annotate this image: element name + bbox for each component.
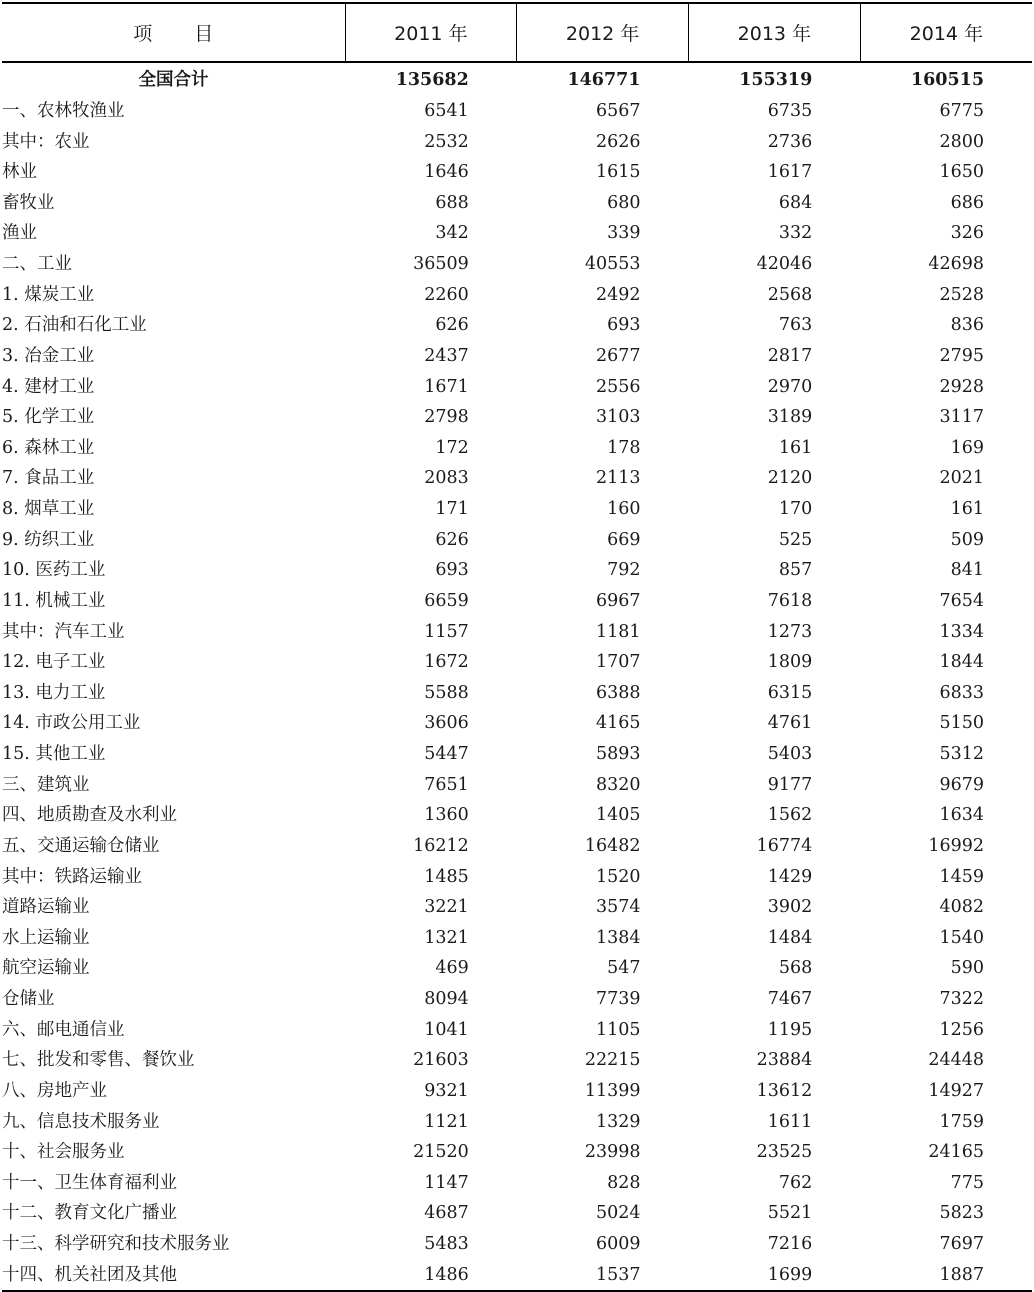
cell-value: 686 bbox=[950, 192, 984, 213]
table-row bbox=[2, 188, 1032, 219]
cell-value: 1484 bbox=[767, 927, 813, 948]
table-row bbox=[2, 402, 1032, 433]
table-row bbox=[2, 218, 1032, 249]
row-label: 3. 冶金工业 bbox=[2, 345, 95, 366]
cell-value: 9321 bbox=[424, 1080, 469, 1101]
data-table bbox=[2, 2, 1032, 1292]
cell-value: 1147 bbox=[424, 1172, 469, 1193]
cell-value: 7618 bbox=[767, 590, 813, 611]
cell-value: 5483 bbox=[424, 1234, 469, 1255]
row-label: 水上运输业 bbox=[2, 927, 90, 948]
cell-value: 5521 bbox=[767, 1203, 813, 1224]
cell-value: 9177 bbox=[767, 774, 813, 795]
table-row bbox=[2, 341, 1032, 372]
row-label: 畜牧业 bbox=[2, 192, 55, 213]
cell-value: 2626 bbox=[595, 131, 641, 152]
table-row bbox=[2, 1106, 1032, 1137]
cell-value: 13612 bbox=[756, 1080, 813, 1101]
row-label: 全国合计 bbox=[138, 70, 209, 91]
cell-value: 841 bbox=[950, 560, 984, 581]
cell-value: 1520 bbox=[595, 866, 641, 887]
table-row bbox=[2, 524, 1032, 555]
table-row bbox=[2, 1229, 1032, 1260]
cell-value: 626 bbox=[435, 315, 469, 336]
cell-value: 6009 bbox=[595, 1234, 641, 1255]
row-label: 其中：铁路运输业 bbox=[2, 866, 142, 887]
row-label: 其中：汽车工业 bbox=[2, 621, 125, 642]
table-row bbox=[2, 892, 1032, 923]
table-row bbox=[2, 96, 1032, 127]
cell-value: 2928 bbox=[939, 376, 984, 397]
cell-value: 509 bbox=[950, 529, 984, 550]
cell-value: 1707 bbox=[595, 652, 641, 673]
cell-value: 2568 bbox=[767, 284, 813, 305]
cell-value: 857 bbox=[778, 560, 813, 581]
cell-value: 4165 bbox=[595, 713, 641, 734]
cell-value: 4082 bbox=[939, 897, 984, 918]
table-row bbox=[2, 861, 1032, 892]
row-label: 四、地质勘查及水利业 bbox=[2, 805, 177, 826]
cell-value: 1615 bbox=[595, 162, 641, 183]
row-label: 八、房地产业 bbox=[2, 1080, 107, 1101]
row-label: 十四、机关社团及其他 bbox=[2, 1259, 345, 1291]
row-label: 15. 其他工业 bbox=[2, 744, 106, 765]
cell-value: 590 bbox=[950, 958, 984, 979]
cell-value: 693 bbox=[607, 315, 641, 336]
cell-value: 2736 bbox=[767, 131, 813, 152]
row-label: 9. 纺织工业 bbox=[2, 529, 95, 550]
cell-value: 1634 bbox=[939, 805, 984, 826]
cell-value: 693 bbox=[435, 560, 469, 581]
cell-value: 21603 bbox=[413, 1050, 469, 1071]
cell-value: 1429 bbox=[767, 866, 813, 887]
cell-value: 3902 bbox=[767, 897, 813, 918]
table-row bbox=[2, 647, 1032, 678]
row-label: 十、社会服务业 bbox=[2, 1142, 125, 1163]
row-label: 十三、科学研究和技术服务业 bbox=[2, 1234, 230, 1255]
cell-value: 2798 bbox=[424, 407, 469, 428]
cell-value: 23998 bbox=[584, 1142, 641, 1163]
row-label: 14. 市政公用工业 bbox=[2, 713, 141, 734]
cell-value: 684 bbox=[778, 192, 813, 213]
cell-value: 1759 bbox=[939, 1111, 984, 1132]
cell-value: 171 bbox=[435, 499, 469, 520]
cell-value: 626 bbox=[435, 529, 469, 550]
cell-value: 3103 bbox=[595, 407, 641, 428]
cell-value: 1195 bbox=[767, 1019, 813, 1040]
cell-value: 6567 bbox=[595, 100, 641, 121]
header-row bbox=[2, 3, 1032, 62]
table-row bbox=[2, 126, 1032, 157]
table-row bbox=[2, 678, 1032, 709]
table-row bbox=[2, 249, 1032, 280]
row-label: 5. 化学工业 bbox=[2, 407, 95, 428]
row-label: 七、批发和零售、餐饮业 bbox=[2, 1050, 195, 1071]
cell-value: 1562 bbox=[767, 805, 813, 826]
header-year-2013: 2013 年 bbox=[689, 3, 861, 62]
cell-value: 2437 bbox=[424, 345, 469, 366]
table-row bbox=[2, 586, 1032, 617]
cell-value: 3189 bbox=[767, 407, 813, 428]
cell-value: 1121 bbox=[424, 1111, 469, 1132]
cell-value: 680 bbox=[607, 192, 641, 213]
row-label: 渔业 bbox=[2, 223, 37, 244]
table-row bbox=[2, 1014, 1032, 1045]
row-label: 十二、教育文化广播业 bbox=[2, 1203, 177, 1224]
cell-value: 161 bbox=[778, 437, 813, 458]
table-row bbox=[2, 708, 1032, 739]
table-row bbox=[2, 1259, 1032, 1291]
cell-value: 1321 bbox=[424, 927, 469, 948]
cell-value: 3117 bbox=[939, 407, 984, 428]
table-row bbox=[2, 494, 1032, 525]
table-row bbox=[2, 463, 1032, 494]
cell-value: 5893 bbox=[595, 744, 641, 765]
table-row bbox=[2, 371, 1032, 402]
cell-value: 2677 bbox=[595, 345, 641, 366]
cell-value: 6659 bbox=[424, 590, 469, 611]
table-row bbox=[2, 279, 1032, 310]
cell-value: 2260 bbox=[424, 284, 469, 305]
cell-value: 6775 bbox=[939, 100, 984, 121]
cell-value: 1485 bbox=[424, 866, 469, 887]
cell-value: 5823 bbox=[939, 1203, 984, 1224]
cell-value: 16774 bbox=[756, 835, 813, 856]
row-label: 五、交通运输仓储业 bbox=[2, 835, 160, 856]
cell-value: 792 bbox=[607, 560, 641, 581]
row-label: 1. 煤炭工业 bbox=[2, 284, 95, 305]
table-row bbox=[2, 984, 1032, 1015]
cell-value: 2556 bbox=[595, 376, 641, 397]
cell-value: 1334 bbox=[939, 621, 984, 642]
cell-value: 339 bbox=[607, 223, 641, 244]
cell-value: 6735 bbox=[767, 100, 813, 121]
cell-value: 2528 bbox=[939, 284, 984, 305]
cell-value: 2083 bbox=[424, 468, 469, 489]
cell-value: 160515 bbox=[910, 70, 984, 91]
cell-value: 828 bbox=[607, 1172, 641, 1193]
cell-value: 24448 bbox=[928, 1050, 984, 1071]
table-row bbox=[2, 1168, 1032, 1199]
cell-value: 7697 bbox=[939, 1234, 984, 1255]
cell-value: 7654 bbox=[939, 590, 984, 611]
row-label: 一、农林牧渔业 bbox=[2, 100, 125, 121]
cell-value: 2800 bbox=[939, 131, 984, 152]
row-label: 12. 电子工业 bbox=[2, 652, 106, 673]
row-label: 8. 烟草工业 bbox=[2, 499, 95, 520]
cell-value: 9679 bbox=[939, 774, 984, 795]
cell-value: 1384 bbox=[595, 927, 641, 948]
cell-value: 6833 bbox=[939, 682, 984, 703]
cell-value: 1809 bbox=[767, 652, 813, 673]
cell-value: 24165 bbox=[928, 1142, 984, 1163]
table-header bbox=[2, 3, 1032, 62]
cell-value: 4761 bbox=[767, 713, 813, 734]
cell-value: 1537 bbox=[517, 1259, 689, 1291]
cell-value: 1671 bbox=[424, 376, 469, 397]
cell-value: 326 bbox=[950, 223, 984, 244]
cell-value: 775 bbox=[950, 1172, 984, 1193]
cell-value: 169 bbox=[950, 437, 984, 458]
table-row bbox=[2, 1137, 1032, 1168]
cell-value: 1617 bbox=[767, 162, 813, 183]
cell-value: 762 bbox=[778, 1172, 813, 1193]
cell-value: 1486 bbox=[345, 1259, 517, 1291]
cell-value: 155319 bbox=[739, 70, 813, 91]
cell-value: 836 bbox=[950, 315, 984, 336]
row-label: 六、邮电通信业 bbox=[2, 1019, 125, 1040]
table-row bbox=[2, 769, 1032, 800]
cell-value: 8094 bbox=[424, 989, 469, 1010]
table-row bbox=[2, 1045, 1032, 1076]
cell-value: 763 bbox=[778, 315, 813, 336]
cell-value: 2120 bbox=[767, 468, 813, 489]
cell-value: 23884 bbox=[756, 1050, 813, 1071]
cell-value: 5403 bbox=[767, 744, 813, 765]
table-body bbox=[2, 62, 1032, 1291]
cell-value: 2113 bbox=[595, 468, 641, 489]
cell-value: 42046 bbox=[756, 254, 813, 275]
cell-value: 1157 bbox=[424, 621, 469, 642]
cell-value: 2795 bbox=[939, 345, 984, 366]
cell-value: 6388 bbox=[595, 682, 641, 703]
cell-value: 1405 bbox=[595, 805, 641, 826]
cell-value: 42698 bbox=[928, 254, 984, 275]
row-label: 11. 机械工业 bbox=[2, 590, 106, 611]
cell-value: 5150 bbox=[939, 713, 984, 734]
cell-value: 21520 bbox=[413, 1142, 469, 1163]
cell-value: 8320 bbox=[595, 774, 641, 795]
row-label: 九、信息技术服务业 bbox=[2, 1111, 160, 1132]
table-row bbox=[2, 1198, 1032, 1229]
table-row bbox=[2, 555, 1032, 586]
cell-value: 6967 bbox=[595, 590, 641, 611]
cell-value: 1699 bbox=[689, 1259, 861, 1291]
row-label: 4. 建材工业 bbox=[2, 376, 95, 397]
cell-value: 16992 bbox=[928, 835, 984, 856]
row-label: 三、建筑业 bbox=[2, 774, 90, 795]
row-label: 7. 食品工业 bbox=[2, 468, 95, 489]
cell-value: 1273 bbox=[767, 621, 813, 642]
row-label: 6. 森林工业 bbox=[2, 437, 95, 458]
cell-value: 2021 bbox=[939, 468, 984, 489]
cell-value: 172 bbox=[435, 437, 469, 458]
cell-value: 1672 bbox=[424, 652, 469, 673]
cell-value: 1540 bbox=[939, 927, 984, 948]
cell-value: 6541 bbox=[424, 100, 469, 121]
row-label: 十一、卫生体育福利业 bbox=[2, 1172, 177, 1193]
cell-value: 1181 bbox=[595, 621, 641, 642]
cell-value: 1041 bbox=[424, 1019, 469, 1040]
header-item: 项 目 bbox=[2, 3, 345, 62]
cell-value: 2532 bbox=[424, 131, 469, 152]
cell-value: 146771 bbox=[567, 70, 641, 91]
cell-value: 6315 bbox=[767, 682, 813, 703]
table-row bbox=[2, 923, 1032, 954]
table-row bbox=[2, 1076, 1032, 1107]
cell-value: 1459 bbox=[939, 866, 984, 887]
cell-value: 525 bbox=[778, 529, 813, 550]
cell-value: 568 bbox=[778, 958, 813, 979]
cell-value: 7651 bbox=[424, 774, 469, 795]
table-row bbox=[2, 62, 1032, 96]
table-row bbox=[2, 616, 1032, 647]
row-label: 道路运输业 bbox=[2, 897, 90, 918]
cell-value: 7739 bbox=[595, 989, 641, 1010]
cell-value: 7467 bbox=[767, 989, 813, 1010]
cell-value: 669 bbox=[607, 529, 641, 550]
cell-value: 1650 bbox=[939, 162, 984, 183]
table-row bbox=[2, 310, 1032, 341]
cell-value: 5312 bbox=[939, 744, 984, 765]
cell-value: 2492 bbox=[595, 284, 641, 305]
row-label: 航空运输业 bbox=[2, 958, 90, 979]
cell-value: 332 bbox=[778, 223, 813, 244]
cell-value: 7322 bbox=[939, 989, 984, 1010]
row-label: 2. 石油和石化工业 bbox=[2, 315, 147, 336]
row-label: 林业 bbox=[2, 162, 37, 183]
table-row bbox=[2, 433, 1032, 464]
cell-value: 36509 bbox=[413, 254, 469, 275]
cell-value: 1611 bbox=[767, 1111, 813, 1132]
table-row bbox=[2, 800, 1032, 831]
cell-value: 469 bbox=[435, 958, 469, 979]
header-year-2011: 2011 年 bbox=[345, 3, 517, 62]
cell-value: 1105 bbox=[595, 1019, 641, 1040]
cell-value: 2817 bbox=[767, 345, 813, 366]
cell-value: 11399 bbox=[584, 1080, 641, 1101]
cell-value: 14927 bbox=[928, 1080, 984, 1101]
cell-value: 135682 bbox=[395, 70, 469, 91]
cell-value: 1844 bbox=[939, 652, 984, 673]
cell-value: 688 bbox=[435, 192, 469, 213]
cell-value: 161 bbox=[950, 499, 984, 520]
table-row bbox=[2, 953, 1032, 984]
cell-value: 1256 bbox=[939, 1019, 984, 1040]
cell-value: 3221 bbox=[424, 897, 469, 918]
row-label: 13. 电力工业 bbox=[2, 682, 106, 703]
cell-value: 5447 bbox=[424, 744, 469, 765]
cell-value: 22215 bbox=[584, 1050, 641, 1071]
header-year-2012: 2012 年 bbox=[517, 3, 689, 62]
cell-value: 342 bbox=[435, 223, 469, 244]
table-row bbox=[2, 157, 1032, 188]
cell-value: 1329 bbox=[595, 1111, 641, 1132]
cell-value: 2970 bbox=[767, 376, 813, 397]
cell-value: 5024 bbox=[595, 1203, 641, 1224]
row-label: 仓储业 bbox=[2, 989, 55, 1010]
table-row bbox=[2, 831, 1032, 862]
cell-value: 23525 bbox=[756, 1142, 813, 1163]
cell-value: 178 bbox=[607, 437, 641, 458]
cell-value: 1887 bbox=[860, 1259, 1032, 1291]
cell-value: 547 bbox=[607, 958, 641, 979]
cell-value: 7216 bbox=[767, 1234, 813, 1255]
row-label: 其中：农业 bbox=[2, 131, 90, 152]
cell-value: 3606 bbox=[424, 713, 469, 734]
cell-value: 5588 bbox=[424, 682, 469, 703]
cell-value: 40553 bbox=[584, 254, 641, 275]
cell-value: 160 bbox=[607, 499, 641, 520]
cell-value: 3574 bbox=[595, 897, 641, 918]
cell-value: 1646 bbox=[424, 162, 469, 183]
row-label: 二、工业 bbox=[2, 254, 72, 275]
row-label: 10. 医药工业 bbox=[2, 560, 106, 581]
cell-value: 170 bbox=[778, 499, 813, 520]
cell-value: 16482 bbox=[584, 835, 641, 856]
header-year-2014: 2014 年 bbox=[860, 3, 1032, 62]
cell-value: 4687 bbox=[424, 1203, 469, 1224]
cell-value: 1360 bbox=[424, 805, 469, 826]
table-row bbox=[2, 739, 1032, 770]
cell-value: 16212 bbox=[413, 835, 469, 856]
